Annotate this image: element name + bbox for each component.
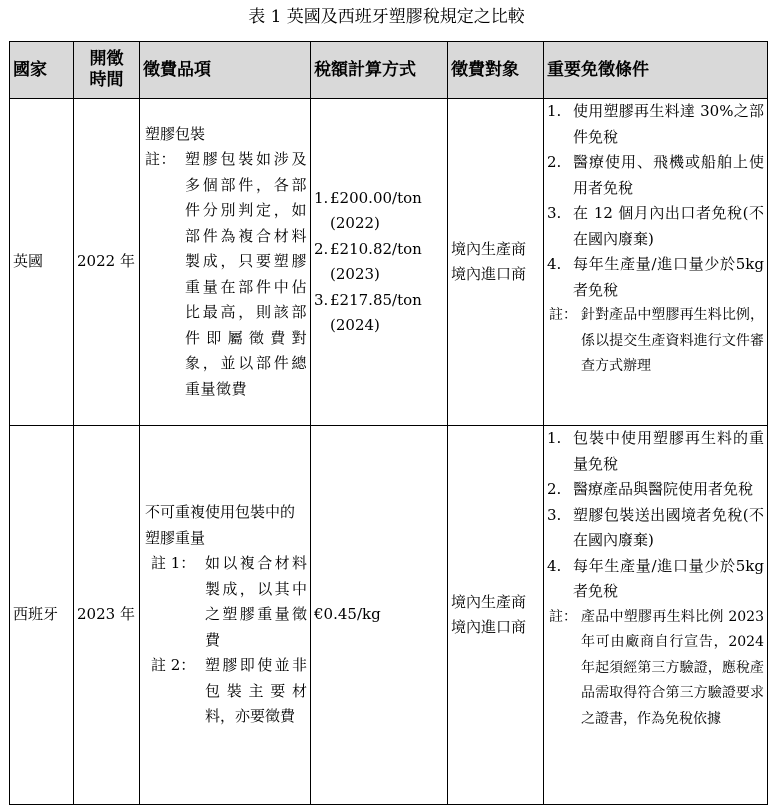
note-text: 如以複合材料製成，以其中之塑膠重量徵費 [205, 554, 307, 649]
item-number: 2. [547, 153, 562, 171]
header-items: 徵費品項 [140, 42, 311, 99]
tax-cell: €0.45/kg [311, 426, 448, 805]
list-item [314, 186, 444, 237]
table-row [10, 426, 768, 805]
note-text: 塑膠即使並非包裝主要材料，亦要徵費 [205, 656, 307, 726]
start-cell: 2023 年 [74, 426, 140, 805]
header-start [74, 42, 140, 99]
item-text: 在 12 個月內出口者免稅(不在國內廢棄) [573, 204, 764, 248]
items-note [145, 653, 307, 730]
item-text: 醫療使用、飛機或船舶上使用者免稅 [573, 153, 764, 197]
item-text: 每年生產量/進口量少於5kg 者免稅 [573, 255, 764, 299]
note-label: 註： [549, 307, 577, 323]
items-cell [140, 426, 311, 805]
item-number: 1. [547, 429, 562, 447]
item-number: 3. [547, 204, 562, 222]
target-line: 境內生產商 [451, 592, 527, 611]
target-line: 境內生產商 [451, 239, 527, 258]
header-country: 國家 [10, 42, 74, 99]
table-row [10, 99, 768, 426]
target-line: 境內進口商 [451, 618, 527, 636]
items-cell [140, 99, 311, 426]
item-number: 3. [314, 290, 329, 309]
exempt-note [547, 605, 764, 733]
item-text: £217.85/ton (2024) [330, 290, 422, 334]
country-cell: 英國 [10, 99, 74, 426]
target-cell [448, 99, 544, 426]
header-exempt: 重要免徵條件 [544, 42, 768, 99]
item-number: 1. [547, 102, 562, 120]
items-note [145, 551, 307, 653]
start-cell: 2022 年 [74, 99, 140, 426]
note-text: 產品中塑膠再生料比例 2023 年可由廠商自行宣告，2024 年起須經第三方驗證，應稅產品需取得符合第三方驗證要求之證書，作為免稅依據 [581, 608, 764, 727]
note-label: 註 1： [151, 554, 196, 573]
item-text: 使用塑膠再生料達 30%之部件免稅 [573, 102, 764, 146]
header-tax: 稅額計算方式 [311, 42, 448, 99]
items-note [145, 147, 307, 402]
item-text: 每年生產量/進口量少於5kg 者免稅 [573, 556, 764, 600]
list-item [547, 554, 764, 605]
header-start-text: 開徵 時間 [89, 49, 124, 90]
country-cell: 西班牙 [10, 426, 74, 805]
table-caption: 表 1 英國及西班牙塑膠稅規定之比較 [248, 7, 525, 27]
item-text: 醫療產品與醫院使用者免稅 [573, 480, 754, 498]
item-text: £210.82/ton (2023) [330, 239, 422, 283]
note-text: 針對產品中塑膠再生料比例，係以提交生產資料進行文件審查方式辦理 [581, 307, 764, 374]
target-line: 境內進口商 [451, 265, 527, 283]
tax-cell [311, 99, 448, 426]
item-number: 4. [547, 255, 562, 273]
item-text: 包裝中使用塑膠再生料的重量免稅 [573, 429, 764, 473]
list-item [547, 252, 764, 303]
list-item [547, 201, 764, 252]
item-number: 2. [314, 239, 329, 258]
list-item [547, 99, 764, 150]
items-title: 塑膠包裝 [145, 124, 206, 143]
note-label: 註： [549, 608, 577, 625]
list-item [547, 150, 764, 201]
exempt-cell [544, 426, 768, 805]
item-text: £200.00/ton (2022) [330, 188, 422, 232]
item-number: 2. [547, 480, 562, 498]
exempt-note [547, 303, 764, 380]
exempt-cell [544, 99, 768, 426]
item-number: 4. [547, 556, 562, 575]
target-cell [448, 426, 544, 805]
items-title: 不可重複使用包裝中的塑膠重量 [145, 503, 296, 547]
list-item [547, 477, 764, 503]
list-item [547, 426, 764, 477]
note-text: 塑膠包裝如涉及多個部件，各部件分別判定，如部件為複合材料製成，只要塑膠重量在部件中佔比最高，則該部件即屬徵費對象，並以部件總重量徵費 [185, 150, 307, 398]
header-target: 徵費對象 [448, 42, 544, 99]
list-item [314, 288, 444, 339]
list-item [547, 503, 764, 554]
note-label: 註： [145, 150, 177, 169]
item-text: 塑膠包裝送出國境者免稅(不在國內廢棄) [573, 505, 764, 549]
list-item [314, 237, 444, 288]
comparison-table [9, 41, 768, 805]
item-number: 3. [547, 505, 562, 524]
item-number: 1. [314, 188, 329, 207]
note-label: 註 2： [151, 656, 196, 675]
header-row [10, 42, 768, 99]
